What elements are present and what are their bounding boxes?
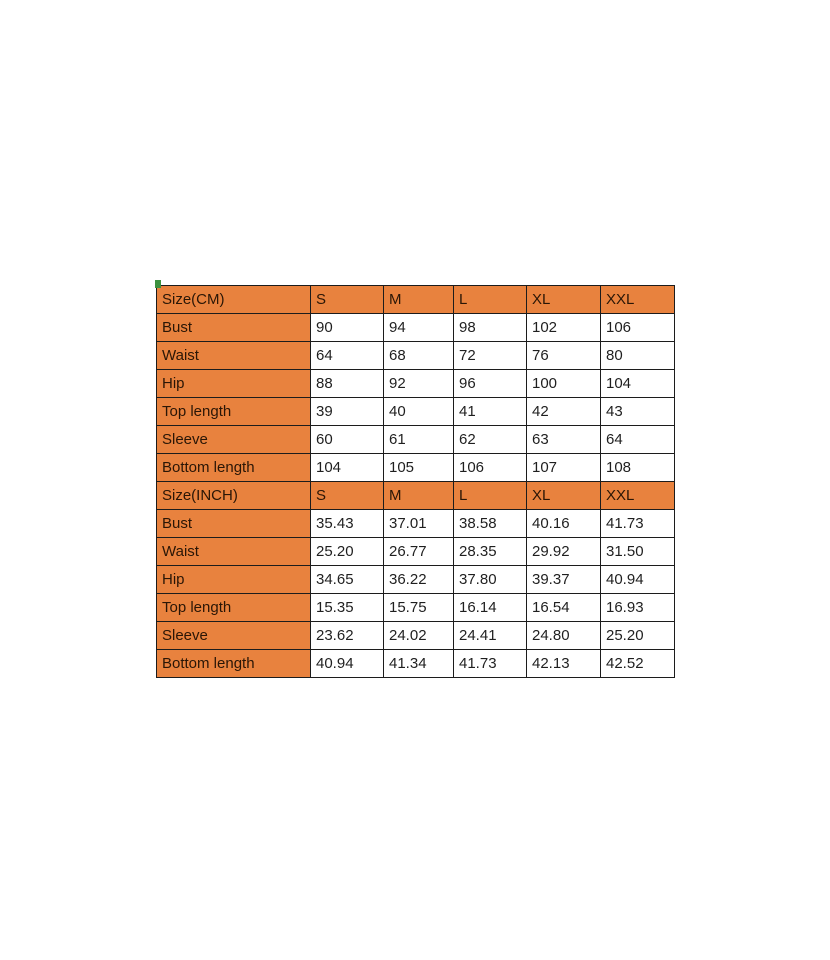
table-row <box>157 454 675 482</box>
size-chart-table <box>156 285 675 678</box>
table-row <box>157 566 675 594</box>
value-cell: 102 <box>527 314 601 342</box>
value-cell: 42 <box>527 398 601 426</box>
row-label-cell: Bust <box>157 510 311 538</box>
value-cell: 64 <box>311 342 384 370</box>
value-cell: 41.73 <box>601 510 675 538</box>
value-cell: 16.14 <box>454 594 527 622</box>
value-cell: 15.75 <box>384 594 454 622</box>
value-cell: 37.01 <box>384 510 454 538</box>
value-cell: 40.94 <box>311 650 384 678</box>
size-column-header-cell: XL <box>527 482 601 510</box>
value-cell: 29.92 <box>527 538 601 566</box>
table-row <box>157 398 675 426</box>
size-column-header-cell: L <box>454 286 527 314</box>
value-cell: 76 <box>527 342 601 370</box>
row-label-cell: Top length <box>157 398 311 426</box>
value-cell: 36.22 <box>384 566 454 594</box>
value-cell: 90 <box>311 314 384 342</box>
value-cell: 39 <box>311 398 384 426</box>
value-cell: 25.20 <box>601 622 675 650</box>
value-cell: 42.52 <box>601 650 675 678</box>
value-cell: 60 <box>311 426 384 454</box>
table-row <box>157 314 675 342</box>
row-label-cell: Bottom length <box>157 454 311 482</box>
size-column-header-cell: M <box>384 286 454 314</box>
row-label-cell: Top length <box>157 594 311 622</box>
value-cell: 98 <box>454 314 527 342</box>
value-cell: 28.35 <box>454 538 527 566</box>
section-header-row <box>157 286 675 314</box>
table-row <box>157 538 675 566</box>
table-row <box>157 342 675 370</box>
value-cell: 16.54 <box>527 594 601 622</box>
size-column-header-cell: M <box>384 482 454 510</box>
value-cell: 23.62 <box>311 622 384 650</box>
size-column-header-cell: L <box>454 482 527 510</box>
value-cell: 40.94 <box>601 566 675 594</box>
value-cell: 25.20 <box>311 538 384 566</box>
value-cell: 42.13 <box>527 650 601 678</box>
value-cell: 35.43 <box>311 510 384 538</box>
table-row <box>157 650 675 678</box>
section-header-row <box>157 482 675 510</box>
value-cell: 104 <box>601 370 675 398</box>
size-column-header-cell: XXL <box>601 286 675 314</box>
value-cell: 40.16 <box>527 510 601 538</box>
value-cell: 41.34 <box>384 650 454 678</box>
row-label-cell: Sleeve <box>157 622 311 650</box>
value-cell: 106 <box>454 454 527 482</box>
size-column-header-cell: S <box>311 286 384 314</box>
value-cell: 80 <box>601 342 675 370</box>
value-cell: 41 <box>454 398 527 426</box>
value-cell: 61 <box>384 426 454 454</box>
value-cell: 24.80 <box>527 622 601 650</box>
value-cell: 100 <box>527 370 601 398</box>
value-cell: 37.80 <box>454 566 527 594</box>
size-column-header-cell: S <box>311 482 384 510</box>
size-table <box>156 285 675 678</box>
table-row <box>157 594 675 622</box>
value-cell: 40 <box>384 398 454 426</box>
value-cell: 72 <box>454 342 527 370</box>
value-cell: 63 <box>527 426 601 454</box>
row-label-cell: Hip <box>157 370 311 398</box>
value-cell: 24.02 <box>384 622 454 650</box>
section-header-cell: Size(CM) <box>157 286 311 314</box>
size-column-header-cell: XXL <box>601 482 675 510</box>
row-label-cell: Hip <box>157 566 311 594</box>
value-cell: 108 <box>601 454 675 482</box>
value-cell: 92 <box>384 370 454 398</box>
value-cell: 104 <box>311 454 384 482</box>
row-label-cell: Bust <box>157 314 311 342</box>
size-column-header-cell: XL <box>527 286 601 314</box>
table-row <box>157 370 675 398</box>
section-header-cell: Size(INCH) <box>157 482 311 510</box>
value-cell: 107 <box>527 454 601 482</box>
table-row <box>157 510 675 538</box>
value-cell: 88 <box>311 370 384 398</box>
row-label-cell: Bottom length <box>157 650 311 678</box>
value-cell: 43 <box>601 398 675 426</box>
value-cell: 41.73 <box>454 650 527 678</box>
value-cell: 16.93 <box>601 594 675 622</box>
value-cell: 94 <box>384 314 454 342</box>
value-cell: 31.50 <box>601 538 675 566</box>
row-label-cell: Waist <box>157 538 311 566</box>
row-label-cell: Sleeve <box>157 426 311 454</box>
value-cell: 105 <box>384 454 454 482</box>
value-cell: 24.41 <box>454 622 527 650</box>
value-cell: 15.35 <box>311 594 384 622</box>
table-row <box>157 622 675 650</box>
green-corner-marker <box>155 280 161 288</box>
table-row <box>157 426 675 454</box>
value-cell: 62 <box>454 426 527 454</box>
value-cell: 96 <box>454 370 527 398</box>
value-cell: 34.65 <box>311 566 384 594</box>
value-cell: 68 <box>384 342 454 370</box>
value-cell: 39.37 <box>527 566 601 594</box>
row-label-cell: Waist <box>157 342 311 370</box>
value-cell: 26.77 <box>384 538 454 566</box>
value-cell: 64 <box>601 426 675 454</box>
value-cell: 38.58 <box>454 510 527 538</box>
value-cell: 106 <box>601 314 675 342</box>
